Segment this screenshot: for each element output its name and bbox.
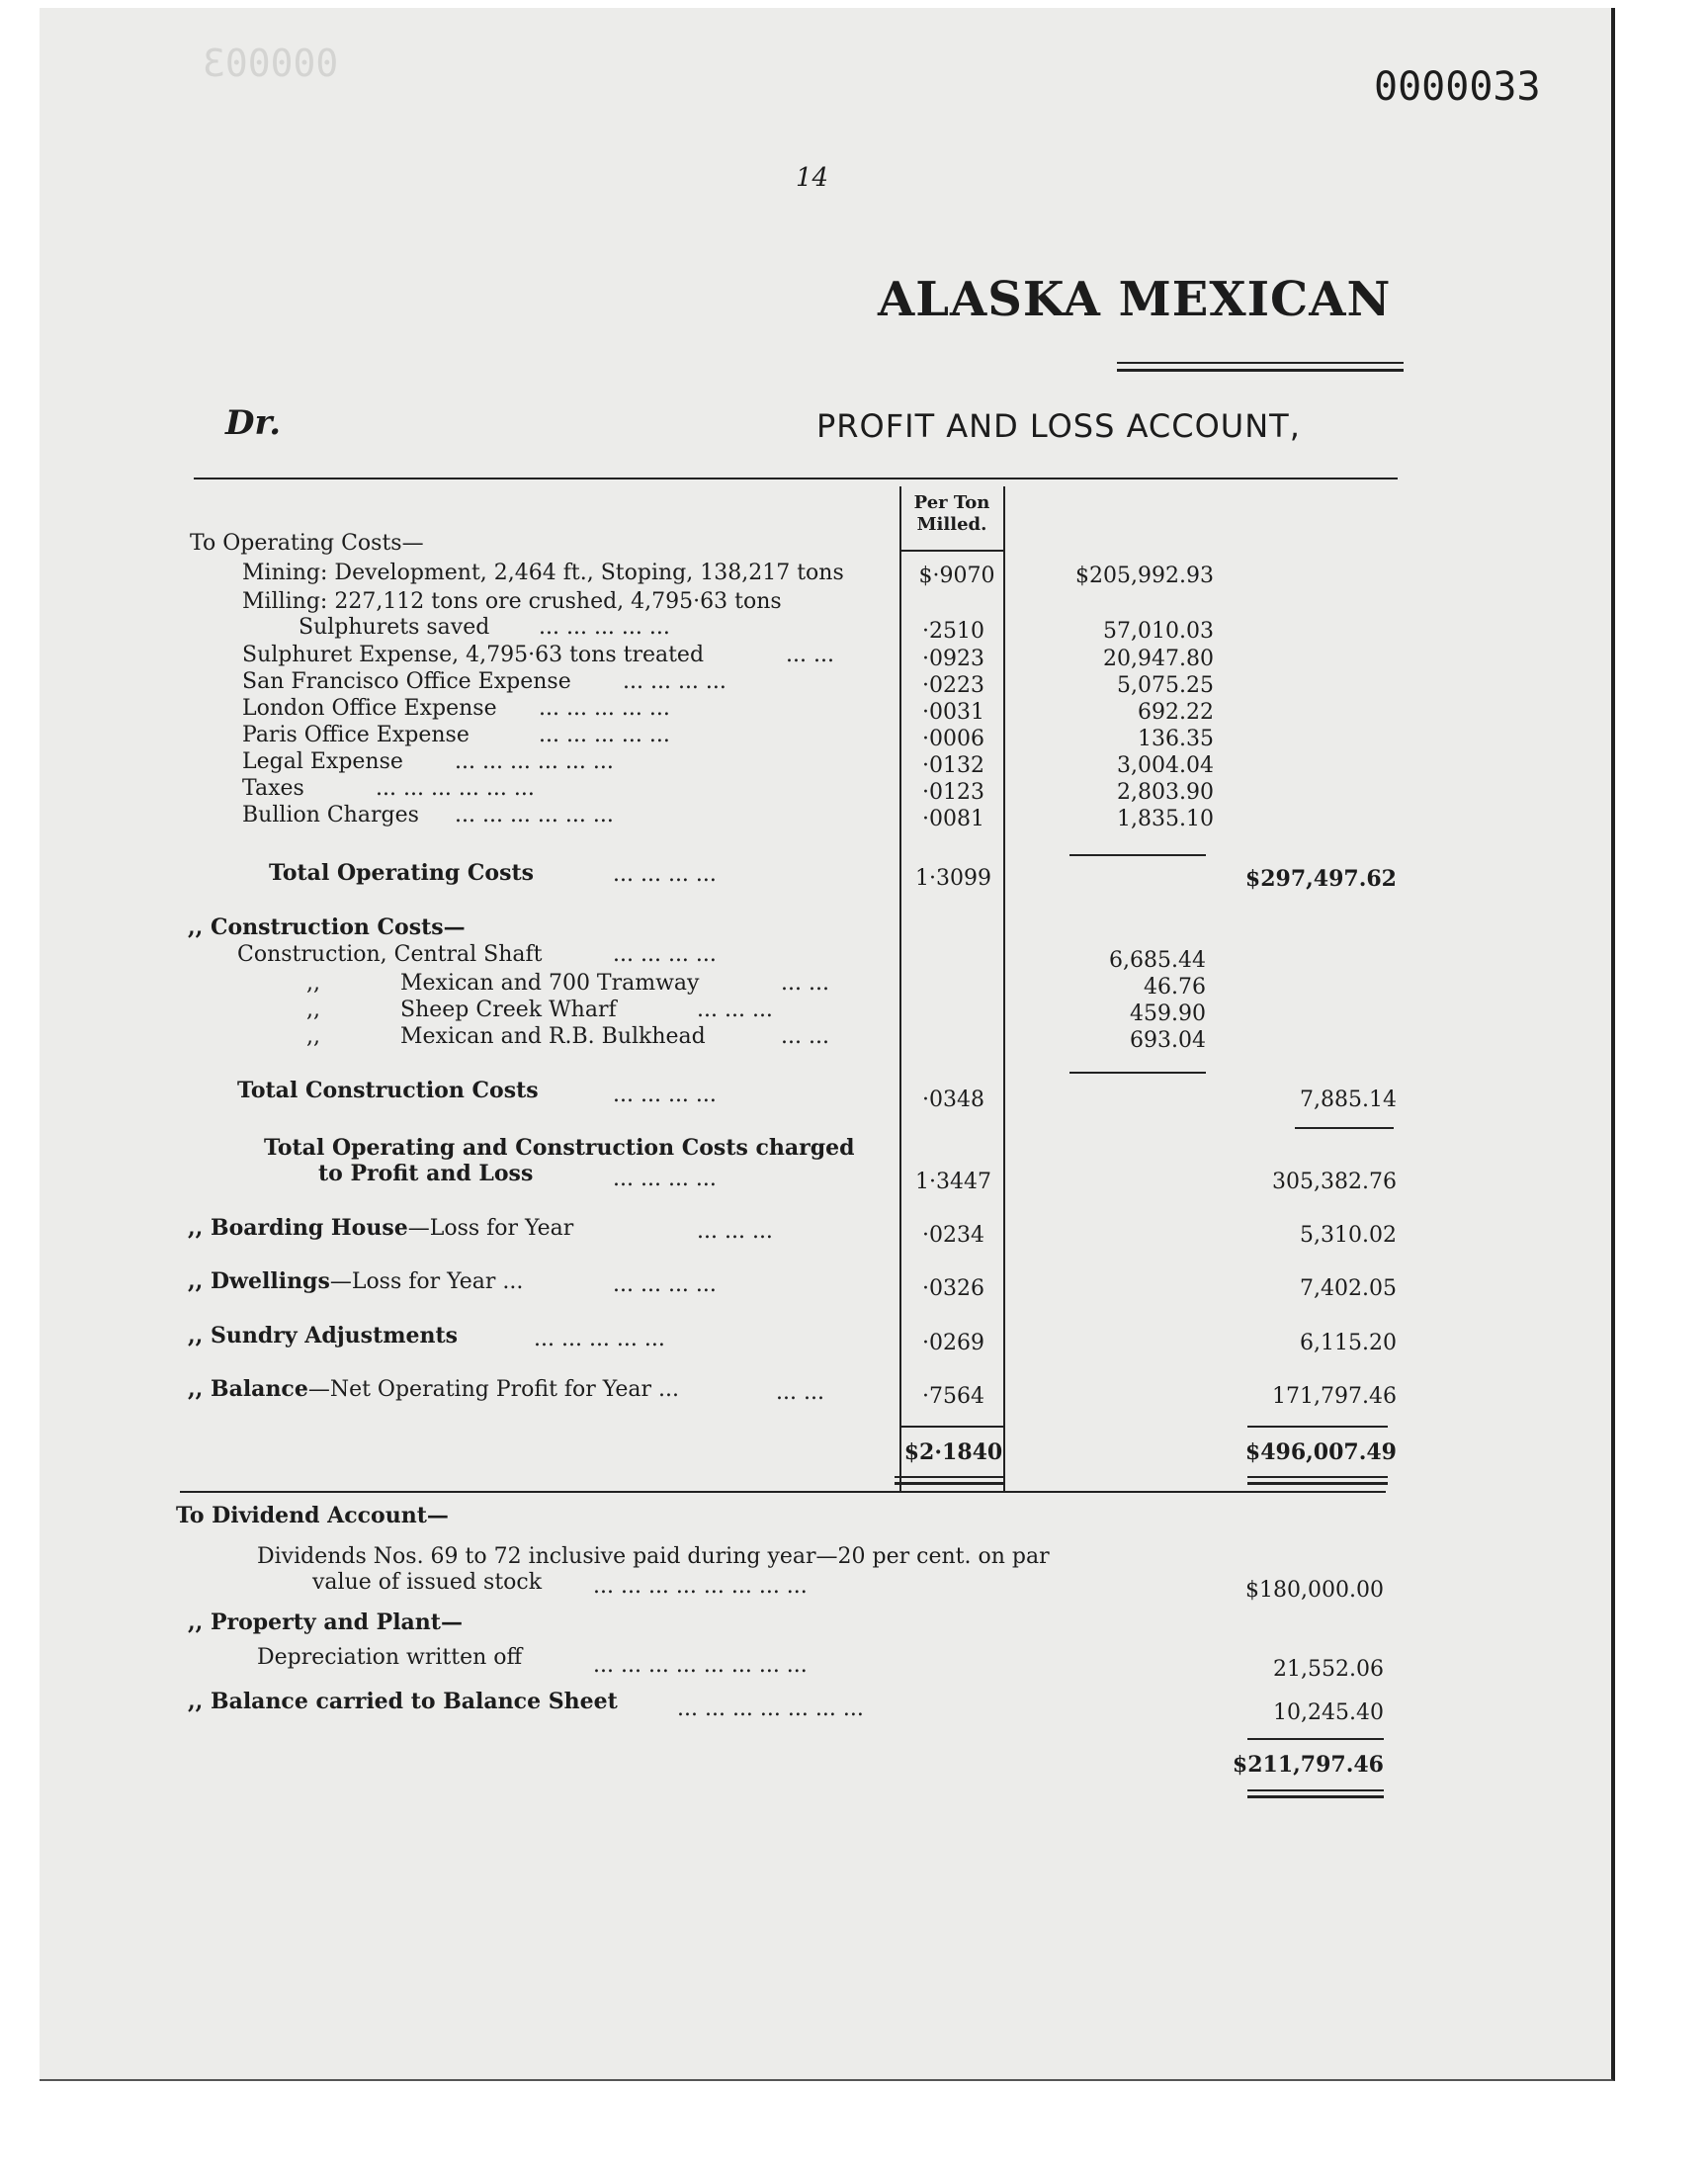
paris-office-amount: 136.35 [1138,727,1214,751]
document-number: 0000033 [1374,64,1541,110]
leader: ... ... [776,1380,824,1405]
sundry-per-ton: ·0269 [922,1331,984,1355]
grand-per-ton-double-rule [895,1482,1003,1485]
leader: ... ... ... ... ... ... [455,803,614,827]
mining-amount: $205,992.93 [1075,564,1214,588]
leader: ... ... ... ... ... [539,723,670,747]
leader: ... ... ... ... [623,669,726,694]
leader: ... ... ... ... ... [539,696,670,721]
page-number: 14 [796,163,829,193]
leader: ... ... ... ... ... [539,615,670,640]
boarding-house-title: ,, Boarding House [188,1215,408,1241]
sf-office-per-ton: ·0223 [922,673,984,698]
leader: ... ... ... [697,998,773,1022]
total-operating-amount: $297,497.62 [1244,866,1397,892]
milling-label-2: Sulphurets saved [299,615,490,640]
leader: ... ... ... [697,1219,773,1244]
central-shaft-label: Construction, Central Shaft [237,942,543,967]
legal-amount: 3,004.04 [1117,753,1214,778]
boarding-house-desc: —Loss for Year [407,1216,574,1241]
leader: ... ... ... ... ... [534,1327,665,1351]
combined-label-1: Total Operating and Construction Costs charged [264,1135,855,1161]
total-construction-per-ton: ·0348 [922,1088,984,1112]
wharf-amount: 459.90 [1130,1001,1206,1026]
combined-label-2: to Profit and Loss [318,1161,534,1186]
grand-total: $496,007.49 [1244,1439,1397,1465]
appropriation-total: $211,797.46 [1232,1752,1384,1778]
balance-label [188,1376,679,1402]
bullion-label: Bullion Charges [242,803,419,827]
sundry-amount: 6,115.20 [1300,1331,1397,1355]
paris-office-label: Paris Office Expense [242,723,470,747]
combined-per-ton: 1·3447 [915,1170,991,1194]
per-ton-header-rule [899,550,1003,552]
dwellings-desc: —Loss for Year ... [329,1269,524,1294]
combined-amount: 305,382.76 [1272,1170,1397,1194]
central-shaft-amount: 6,685.44 [1109,948,1206,973]
leader: ... ... ... ... [613,1272,717,1297]
depreciation-label: Depreciation written off [257,1645,523,1670]
taxes-amount: 2,803.90 [1117,780,1214,805]
subtotal-rule [1069,854,1206,856]
mining-label: Mining: Development, 2,464 ft., Stoping, 138,217 tons [242,561,844,585]
faint-stamp-number: 000003 [203,42,339,85]
mining-per-ton: $·9070 [918,564,995,588]
wharf-label: Sheep Creek Wharf [400,998,617,1022]
leader: ... ... ... ... ... ... ... [677,1696,864,1721]
dividend-heading: To Dividend Account— [176,1503,449,1528]
balance-amount: 171,797.46 [1272,1384,1397,1409]
dwellings-title: ,, Dwellings [188,1268,330,1294]
title-rule-top [1117,362,1404,364]
debit-mark: Dr. [225,403,282,443]
balance-title: ,, Balance [188,1376,308,1402]
construction-heading: ,, Construction Costs— [188,914,466,940]
section-divider-rule [180,1491,1386,1493]
property-heading: ,, Property and Plant— [188,1610,463,1635]
grand-per-ton-double-rule [895,1476,1003,1478]
leader: ... ... ... ... [613,862,717,887]
leader: ... ... ... ... ... ... ... ... [593,1574,808,1599]
london-office-per-ton: ·0031 [922,700,984,725]
dwellings-amount: 7,402.05 [1300,1276,1397,1301]
bullion-amount: 1,835.10 [1117,807,1214,831]
subtotal-rule [1295,1127,1394,1129]
operating-heading: To Operating Costs— [190,531,424,556]
grand-per-ton-rule [899,1426,1005,1428]
grand-total-rule [1247,1426,1388,1428]
milling-label-1: Milling: 227,112 tons ore crushed, 4,795·63 tons [242,589,782,614]
appropriation-total-rule [1247,1738,1384,1740]
london-office-amount: 692.22 [1138,700,1214,725]
appropriation-total-double-rule [1247,1795,1384,1798]
subtotal-rule [1069,1072,1206,1074]
leader: ... ... [781,1024,829,1049]
depreciation-amount: 21,552.06 [1273,1657,1384,1682]
leader: ... ... [786,643,834,667]
legal-label: Legal Expense [242,749,403,774]
balance-per-ton: ·7564 [922,1384,984,1409]
boarding-house-per-ton: ·0234 [922,1223,984,1248]
tramway-amount: 46.76 [1144,975,1206,1000]
grand-total-double-rule [1247,1476,1388,1478]
ditto-mark: ,, [306,998,320,1022]
carried-balance-amount: 10,245.40 [1273,1700,1384,1725]
total-operating-per-ton: 1·3099 [915,866,991,891]
dividend-amount: $180,000.00 [1245,1578,1384,1603]
leader: ... ... ... ... [613,942,717,967]
total-operating-label: Total Operating Costs [269,860,535,886]
leader: ... ... ... ... [613,1083,717,1107]
bulkhead-label: Mexican and R.B. Bulkhead [400,1024,706,1049]
milling-per-ton: ·2510 [922,619,984,644]
carried-balance-label: ,, Balance carried to Balance Sheet [188,1689,618,1714]
leader: ... ... ... ... ... ... [455,749,614,774]
sundry-label: ,, Sundry Adjustments [188,1323,459,1348]
appropriation-total-double-rule [1247,1789,1384,1791]
table-top-rule [194,478,1398,479]
balance-desc: —Net Operating Profit for Year ... [307,1377,680,1402]
boarding-house-label [188,1215,573,1241]
ditto-mark: ,, [306,971,320,996]
total-construction-label: Total Construction Costs [237,1078,539,1103]
ditto-mark: ,, [306,1024,320,1049]
sulphuret-amount: 20,947.80 [1103,647,1214,671]
company-title: ALASKA MEXICAN [878,272,1392,327]
title-rule-bottom [1117,369,1404,372]
leader: ... ... ... ... ... ... [376,776,535,801]
paris-office-per-ton: ·0006 [922,727,984,751]
account-subtitle: PROFIT AND LOSS ACCOUNT, [816,407,1301,445]
bullion-per-ton: ·0081 [922,807,984,831]
milling-amount: 57,010.03 [1103,619,1214,644]
per-ton-header: Per Ton Milled. [913,492,990,535]
leader: ... ... ... ... [613,1167,717,1191]
sf-office-amount: 5,075.25 [1117,673,1214,698]
london-office-label: London Office Expense [242,696,497,721]
boarding-house-amount: 5,310.02 [1300,1223,1397,1248]
legal-per-ton: ·0132 [922,753,984,778]
dividend-label-2: value of issued stock [312,1570,543,1595]
dwellings-label [188,1268,523,1294]
sulphuret-per-ton: ·0923 [922,647,984,671]
dwellings-per-ton: ·0326 [922,1276,984,1301]
total-construction-amount: 7,885.14 [1300,1088,1397,1112]
taxes-label: Taxes [242,776,304,801]
grand-total-double-rule [1247,1482,1388,1485]
grand-per-ton: $2·1840 [903,1439,1003,1465]
leader: ... ... [781,971,829,996]
sf-office-label: San Francisco Office Expense [242,669,571,694]
sulphuret-label: Sulphuret Expense, 4,795·63 tons treated [242,643,705,667]
tramway-label: Mexican and 700 Tramway [400,971,700,996]
dividend-label-1: Dividends Nos. 69 to 72 inclusive paid during year—20 per cent. on par [257,1544,1050,1569]
bulkhead-amount: 693.04 [1130,1028,1206,1053]
leader: ... ... ... ... ... ... ... ... [593,1653,808,1678]
taxes-per-ton: ·0123 [922,780,984,805]
